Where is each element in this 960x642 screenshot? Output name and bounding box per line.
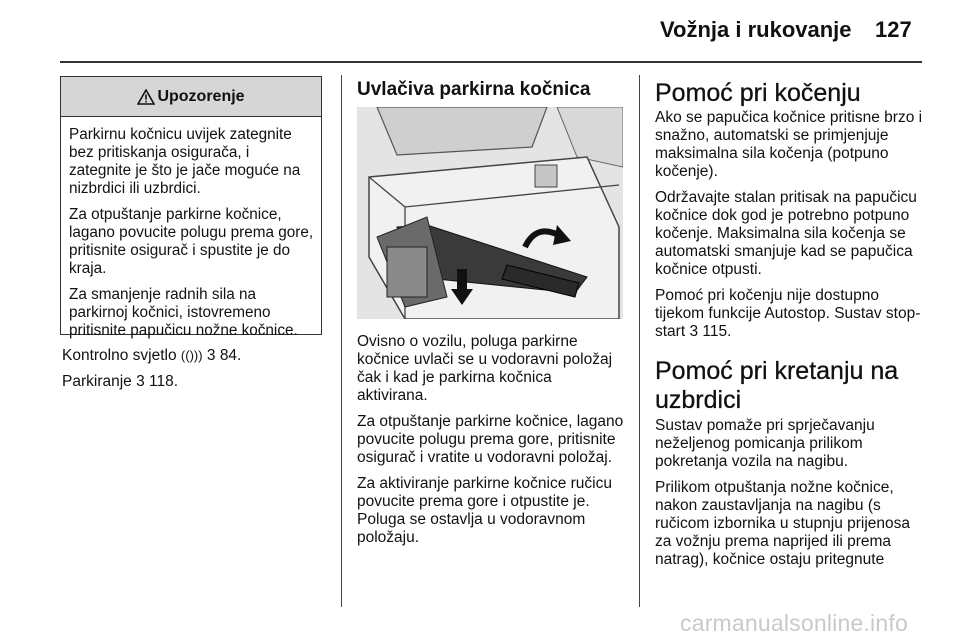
parking-line — [62, 373, 332, 391]
brake-warning-symbol: (())) — [180, 348, 203, 363]
page-header-title: Vožnja i rukovanje — [660, 17, 852, 42]
brake-assist-paragraph: Ako se papučica kočnice pritisne brzo i snažno, automatski se primjenjuje maksimalna sila kočenja (potpuno kočenje). — [655, 109, 923, 180]
retractable-brake-paragraph: Za aktiviranje parkirne kočnice ručicu povucite prema gore i otpustite je. Poluga se ostavlja u vodoravnom položaju. — [357, 475, 612, 546]
reference-arrow-icon: 3 — [206, 347, 216, 364]
column-divider-1 — [341, 75, 342, 607]
hill-start-paragraph: Sustav pomaže pri sprječavanju neželjenog pomicanja prilikom pokretanja vozila na nagibu. — [655, 417, 875, 470]
parking-brake-illustration — [357, 107, 623, 319]
reference-arrow-icon: 3 — [689, 323, 699, 340]
warning-heading: Upozorenje — [157, 87, 245, 105]
section-title-retractable-brake: Uvlačiva parkirna kočnica — [357, 79, 591, 100]
section-title-brake-assist: Pomoć pri kočenju — [655, 79, 861, 107]
autostop-page-link[interactable]: 115. — [702, 323, 732, 340]
parking-text: Parkiranje — [62, 373, 132, 390]
warning-paragraph: Parkirnu kočnicu uvijek zategnite bez pritiskanja osigurača, i zategnite je što je jače moguće na nizbrdici ili uzbrdici. — [69, 126, 301, 197]
parking-brake-drawing — [357, 107, 623, 319]
retractable-brake-paragraph: Ovisno o vozilu, poluga parkirne kočnice uvlači se u vodoravni položaj čak i kad je parkirna kočnica aktivirana. — [357, 333, 613, 404]
warning-triangle-icon — [137, 89, 155, 105]
retractable-brake-paragraph: Za otpuštanje parkirne kočnice, lagano povucite polugu prema gore, pritisnite osigurač i vratite u vodoravni položaj. — [357, 413, 624, 466]
control-light-line — [62, 347, 332, 365]
header-divider — [60, 61, 922, 63]
section-title-hill-start-assist: Pomoć pri kretanju na uzbrdici — [655, 357, 899, 414]
page-number: 127 — [875, 17, 912, 42]
watermark: carmanualsonline.info — [680, 610, 908, 636]
warning-body — [61, 117, 321, 340]
autostop-paragraph — [655, 287, 925, 341]
column-3-text — [655, 80, 925, 577]
brake-assist-paragraph: Održavajte stalan pritisak na papučicu kočnice dok god je potrebno potpuno kočenje. Maksimalna sila kočenja se automatski smanjuje kad se papučica kočnice otpusti. — [655, 189, 917, 278]
autostop-text: Pomoć pri kočenju nije dostupno tijekom funkcije Autostop. Sustav stop-start — [655, 287, 921, 340]
control-light-page-link[interactable]: 84. — [219, 347, 242, 364]
parking-page-link[interactable]: 118. — [149, 373, 179, 390]
column-divider-2 — [639, 75, 640, 607]
warning-paragraph: Za otpuštanje parkirne kočnice, lagano povucite polugu prema gore, pritisnite osigurač i spustite je do kraja. — [69, 206, 314, 277]
warning-header — [61, 77, 321, 117]
reference-arrow-icon: 3 — [136, 373, 145, 390]
hill-start-paragraph: Prilikom otpuštanja nožne kočnice, nakon zaustavljanja na nagibu (s ručicom izbornika u stupnju prijenosa za vožnju prema naprijed ili prema natrag), kočnice ostaju pritegnute — [655, 479, 911, 568]
column-1-text — [62, 347, 332, 399]
column-2-text — [357, 333, 625, 555]
control-light-text: Kontrolno svjetlo — [62, 347, 177, 364]
warning-paragraph: Za smanjenje radnih sila na parkirnoj kočnici, istovremeno pritisnite papučicu nožne kočnice. — [69, 286, 298, 339]
warning-box — [60, 76, 322, 339]
